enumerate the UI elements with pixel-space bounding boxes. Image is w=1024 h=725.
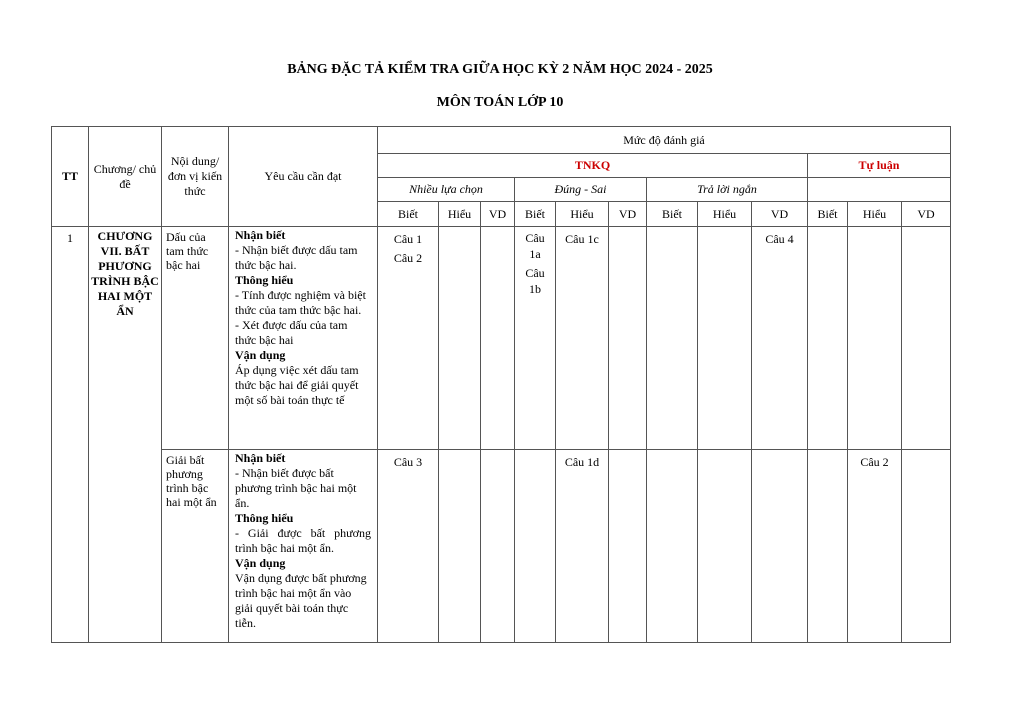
question-ref: Câu 3 bbox=[393, 455, 423, 469]
cell-tf-biet bbox=[515, 227, 556, 450]
cell-tf-hieu: Câu 1d bbox=[556, 450, 609, 643]
cell-mcq-biet bbox=[378, 450, 439, 643]
cell-empty bbox=[752, 450, 808, 643]
table-row bbox=[52, 450, 951, 643]
req-line: - Nhận biết được dấu tam thức bậc hai. bbox=[235, 243, 358, 272]
header-sub: Hiểu bbox=[848, 202, 902, 227]
req-heading: Nhận biết bbox=[235, 451, 286, 465]
question-ref: Câu 1b bbox=[525, 266, 545, 296]
cell-empty bbox=[902, 227, 951, 450]
cell-empty bbox=[609, 227, 647, 450]
table-row bbox=[52, 227, 951, 450]
document-subtitle: MÔN TOÁN LỚP 10 bbox=[436, 95, 564, 110]
header-sub: VD bbox=[902, 202, 951, 227]
req-line: - Giải được bất phương trình bậc hai một ẩn. bbox=[235, 526, 371, 555]
row-content: Giải bất phương trình bậc hai một ẩn bbox=[162, 450, 229, 643]
req-line: - Tính được nghiệm và biệt thức của tam thức bậc hai. bbox=[235, 288, 366, 317]
cell-empty bbox=[698, 450, 752, 643]
req-heading: Vận dụng bbox=[235, 348, 286, 362]
header-short: Trả lời ngắn bbox=[647, 178, 808, 202]
header-sub: Biết bbox=[808, 202, 848, 227]
question-ref: Câu 1 bbox=[393, 232, 423, 246]
cell-tf-hieu: Câu 1c bbox=[556, 227, 609, 450]
row-requirement bbox=[229, 450, 378, 643]
req-heading: Thông hiểu bbox=[235, 511, 294, 525]
cell-empty bbox=[848, 227, 902, 450]
cell-empty bbox=[515, 450, 556, 643]
cell-empty bbox=[439, 227, 481, 450]
header-sub: VD bbox=[752, 202, 808, 227]
header-sub: Hiểu bbox=[439, 202, 481, 227]
header-truefalse: Đúng - Sai bbox=[515, 178, 647, 202]
header-tt: TT bbox=[52, 127, 89, 227]
header-sub: Biết bbox=[515, 202, 556, 227]
question-ref: Câu 2 bbox=[393, 251, 423, 265]
req-heading: Thông hiểu bbox=[235, 273, 294, 287]
req-line: - Xét được dấu của tam thức bậc hai bbox=[235, 318, 348, 347]
question-ref: Câu 1a bbox=[525, 231, 545, 261]
cell-empty bbox=[439, 450, 481, 643]
cell-empty bbox=[609, 450, 647, 643]
header-row bbox=[52, 127, 951, 154]
cell-empty bbox=[481, 227, 515, 450]
cell-mcq-biet bbox=[378, 227, 439, 450]
cell-empty bbox=[902, 450, 951, 643]
req-line: Áp dụng việc xét dấu tam thức bậc hai để giải quyết một số bài toán thực tế bbox=[235, 363, 359, 407]
header-essay: Tự luận bbox=[808, 154, 951, 178]
specification-table bbox=[51, 126, 951, 643]
header-sub: VD bbox=[609, 202, 647, 227]
cell-empty bbox=[808, 450, 848, 643]
req-line: Vận dụng được bất phương trình bậc hai một ẩn vào giải quyết bài toán thực tiễn. bbox=[235, 571, 367, 630]
cell-empty bbox=[808, 227, 848, 450]
header-sub: Biết bbox=[647, 202, 698, 227]
cell-short-vd: Câu 4 bbox=[752, 227, 808, 450]
header-chapter: Chương/ chủ đề bbox=[89, 127, 162, 227]
cell-essay-hieu: Câu 2 bbox=[848, 450, 902, 643]
header-sub: VD bbox=[481, 202, 515, 227]
header-sub: Biết bbox=[378, 202, 439, 227]
cell-empty bbox=[647, 227, 698, 450]
row-content: Dấu của tam thức bậc hai bbox=[162, 227, 229, 450]
header-essay-blank bbox=[808, 178, 951, 202]
cell-empty bbox=[481, 450, 515, 643]
req-heading: Vận dụng bbox=[235, 556, 286, 570]
header-requirement: Yêu cầu cần đạt bbox=[229, 127, 378, 227]
document-title: BẢNG ĐẶC TẢ KIỂM TRA GIỮA HỌC KỲ 2 NĂM HỌC 2024 - 2025 bbox=[287, 62, 713, 77]
header-sub: Hiểu bbox=[556, 202, 609, 227]
cell-empty bbox=[698, 227, 752, 450]
header-sub: Hiểu bbox=[698, 202, 752, 227]
row-chapter: CHƯƠNG VII. BẤT PHƯƠNG TRÌNH BẬC HAI MỘT ẨN bbox=[89, 227, 162, 643]
header-mcq: Nhiều lựa chọn bbox=[378, 178, 515, 202]
header-level: Mức độ đánh giá bbox=[378, 127, 951, 154]
header-content: Nội dung/đơn vị kiến thức bbox=[162, 127, 229, 227]
row-tt: 1 bbox=[52, 227, 89, 643]
req-line: - Nhận biết được bất phương trình bậc hai một ẩn. bbox=[235, 466, 357, 510]
header-tnkq: TNKQ bbox=[378, 154, 808, 178]
req-heading: Nhận biết bbox=[235, 228, 286, 242]
row-requirement bbox=[229, 227, 378, 450]
cell-empty bbox=[647, 450, 698, 643]
